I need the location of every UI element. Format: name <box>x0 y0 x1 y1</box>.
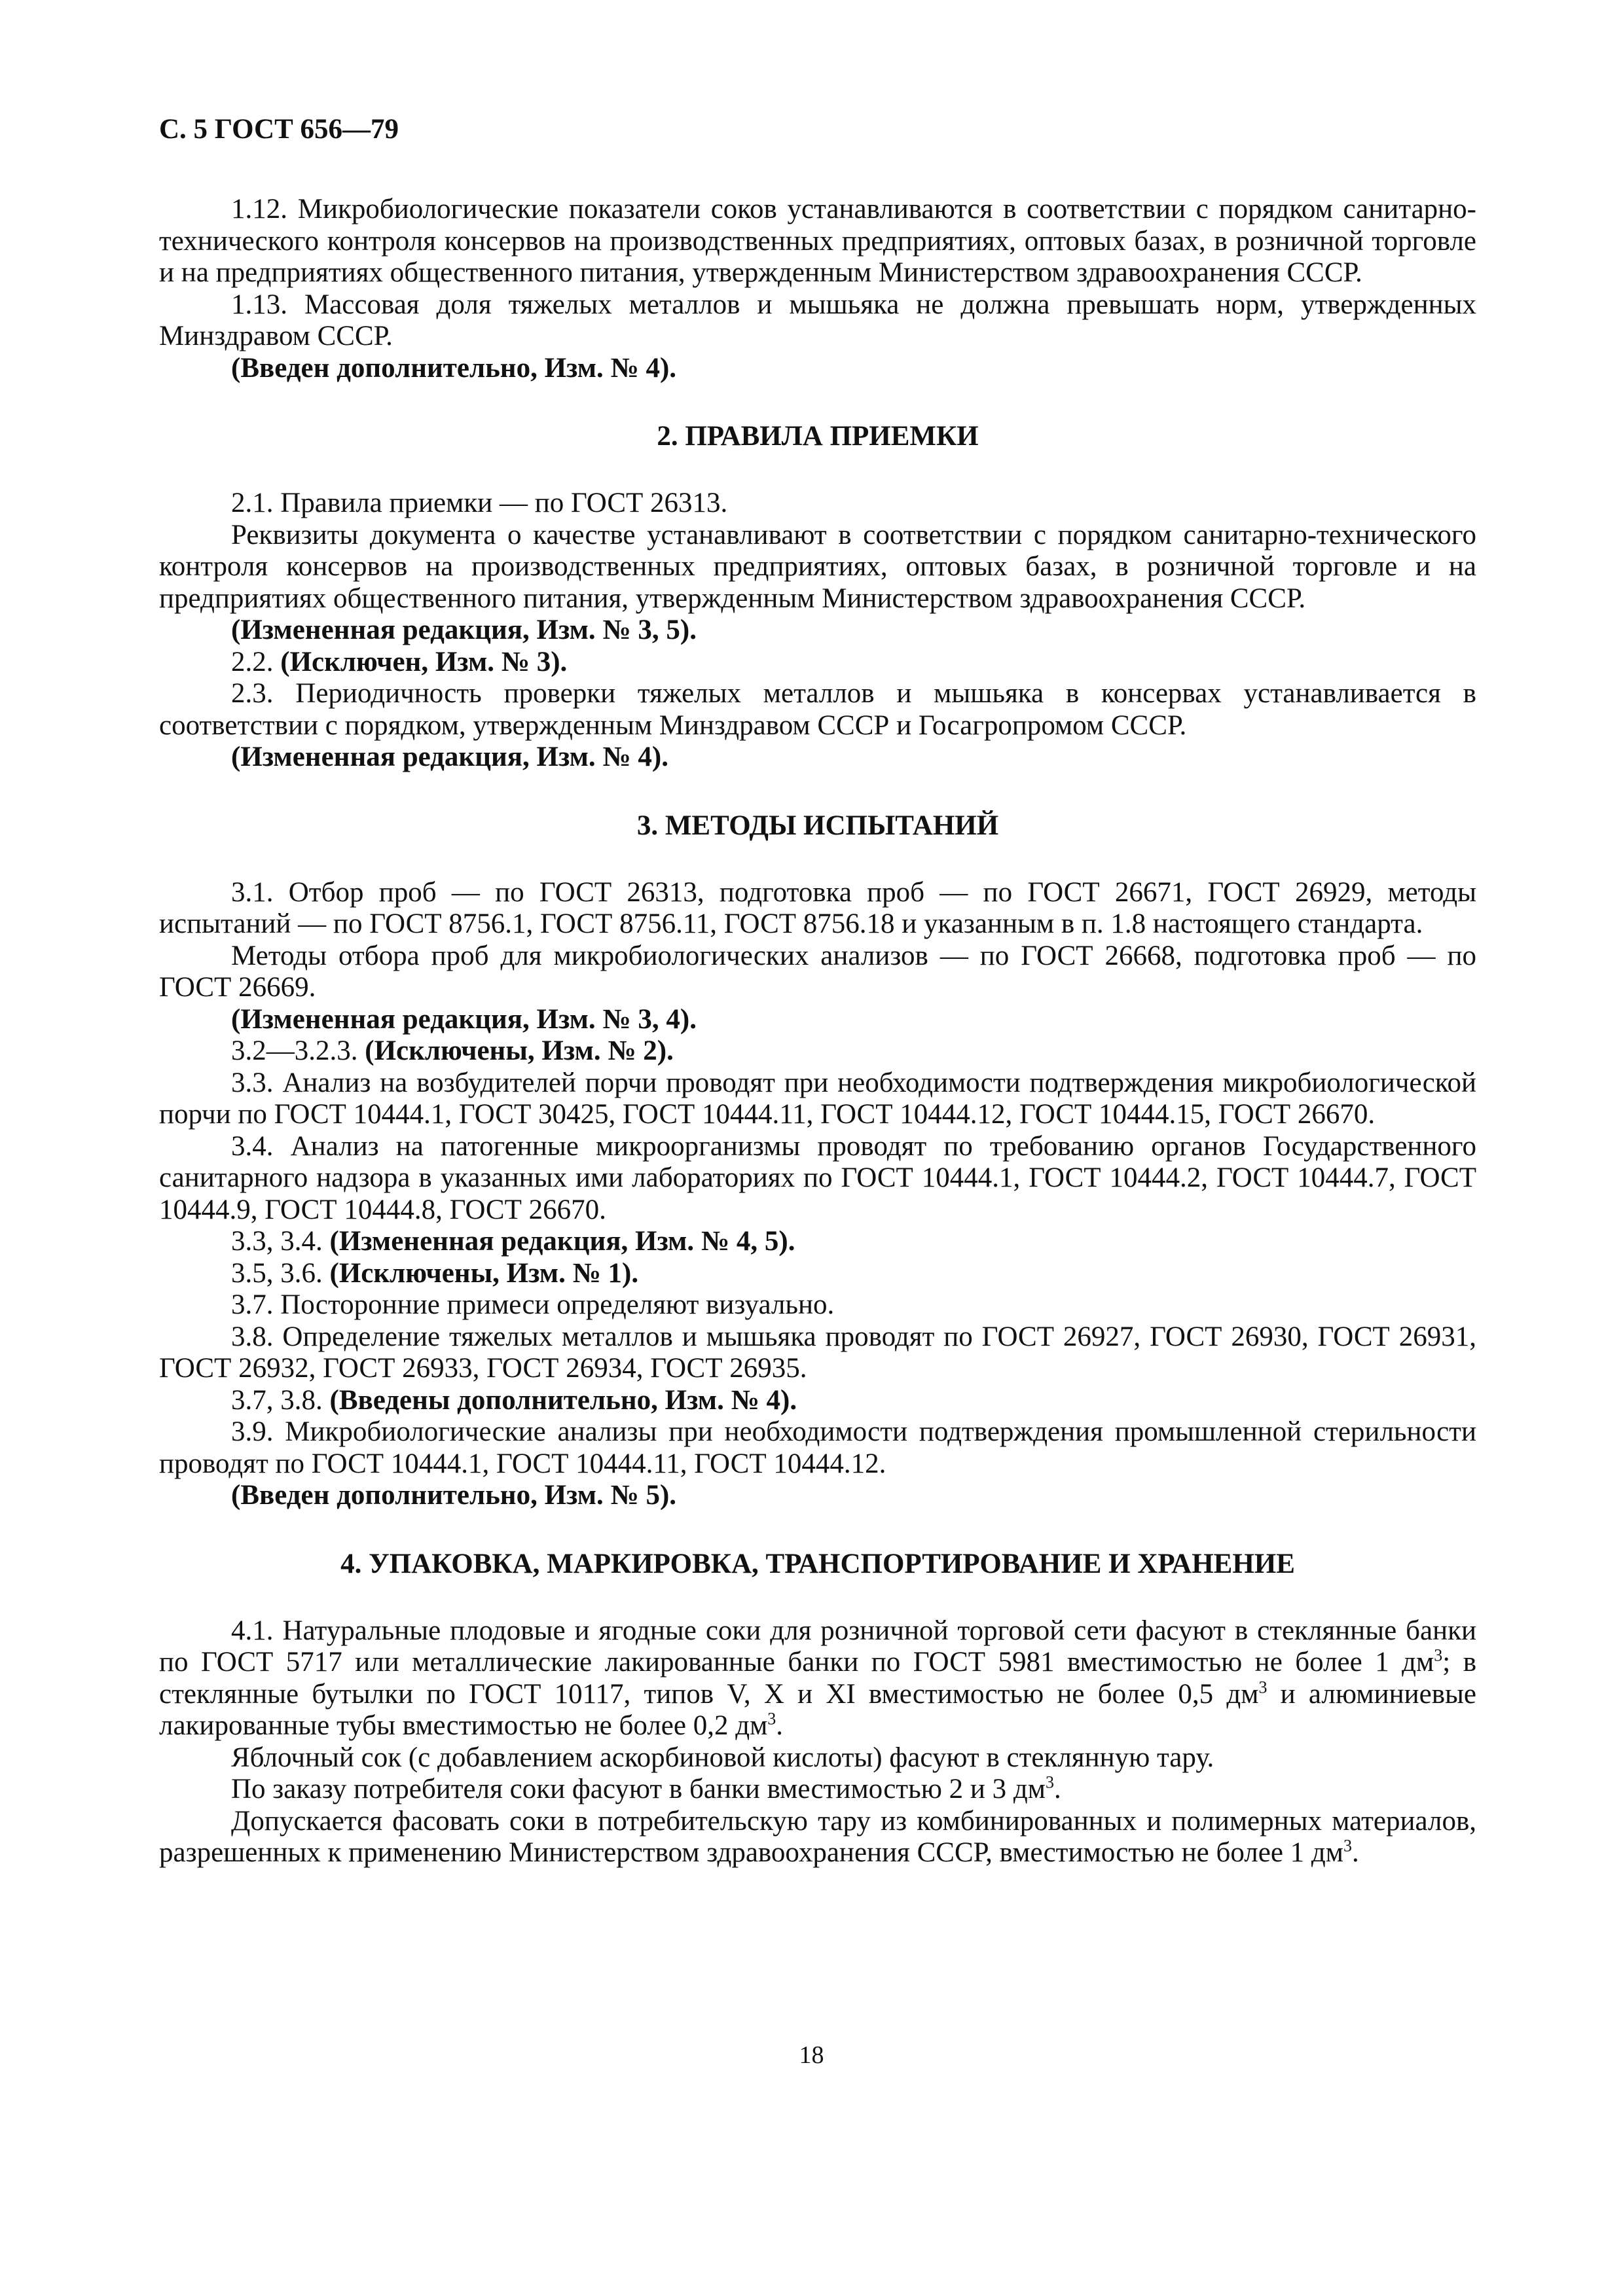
amendment-note: (Измененная редакция, Изм. № 4, 5). <box>329 1226 795 1257</box>
paragraph-1-13: 1.13. Массовая доля тяжелых металлов и мышьяка не должна превышать норм, утвержденных Минздравом СССР. <box>159 289 1476 351</box>
paragraph-4-1-packaging <box>159 1806 1476 1869</box>
clause-number: 3.7, 3.8. <box>231 1384 323 1416</box>
superscript: 3 <box>1258 1677 1267 1697</box>
paragraph-1-12: 1.12. Микробиологические показатели соков устанавливаются в соответствии с порядком санитарно-технического контроля консервов на производственных предприятиях, оптовых базах, в розничной торговле и на предприятиях общественного питания, утвержденным Министерством здравоохранения СССР. <box>159 194 1476 288</box>
paragraph-2-3: 2.3. Периодичность проверки тяжелых металлов и мышьяка в консервах устанавливается в соответствии с порядком, утвержденным Минздравом СССР и Госагропромом СССР. <box>159 678 1476 741</box>
superscript: 3 <box>767 1709 776 1729</box>
paragraph-3-2 <box>159 1035 1476 1067</box>
paragraph-3-3-3-4-note <box>159 1226 1476 1258</box>
paragraph-3-7: 3.7. Посторонние примеси определяют визуально. <box>231 1289 835 1320</box>
paragraph-4-1-customer-order <box>159 1774 1476 1806</box>
paragraph-3-8: 3.8. Определение тяжелых металлов и мышьяка проводят по ГОСТ 26927, ГОСТ 26930, ГОСТ 26931, ГОСТ 26932, ГОСТ 26933, ГОСТ 26934, ГОСТ 26935. <box>159 1321 1476 1384</box>
amendment-note: (Исключены, Изм. № 1). <box>329 1257 639 1289</box>
text-run: 4.1. Натуральные плодовые и ягодные соки для розничной торговой сети фасуют в стеклянные банки по ГОСТ 5717 или металлические лакированные банки по ГОСТ 5981 вместимостью не более 1 дм <box>159 1615 1476 1677</box>
paragraph-2-1-requisites: Реквизиты документа о качестве устанавливают в соответствии с порядком санитарно-технического контроля консервов на производственных предприятиях, оптовых базах, в розничной торговле и на предприятиях общественного питания, утвержденным Министерством здравоохранения СССР. <box>159 519 1476 614</box>
amendment-note: (Исключены, Изм. № 2). <box>365 1035 674 1066</box>
text-run: . <box>1352 1837 1359 1868</box>
paragraph-3-1-micro: Методы отбора проб для микробиологических анализов — по ГОСТ 26668, подготовка проб — по ГОСТ 26669. <box>159 940 1476 1003</box>
text-run: . <box>776 1710 784 1741</box>
paragraph-2-1: 2.1. Правила приемки — по ГОСТ 26313. <box>231 488 728 518</box>
amendment-note: (Исключен, Изм. № 3). <box>280 646 568 677</box>
amendment-note: (Введен дополнительно, Изм. № 4). <box>231 352 677 384</box>
section-4-title: 4. УПАКОВКА, МАРКИРОВКА, ТРАНСПОРТИРОВАНИЕ И ХРАНЕНИЕ <box>340 1548 1295 1579</box>
paragraph-4-1 <box>159 1615 1476 1742</box>
superscript: 3 <box>1343 1836 1353 1856</box>
amendment-note: (Измененная редакция, Изм. № 3, 5). <box>231 615 697 645</box>
paragraph-3-7-3-8-note <box>159 1385 1476 1417</box>
clause-number: 3.3, 3.4. <box>231 1226 323 1257</box>
text-run: По заказу потребителя соки фасуют в банки вместимостью 2 и 3 дм <box>231 1774 1046 1804</box>
amendment-note: (Измененная редакция, Изм. № 3, 4). <box>231 1003 697 1035</box>
clause-number: 2.2. <box>231 646 274 677</box>
paragraph-2-2 <box>159 647 1476 679</box>
amendment-note: (Введены дополнительно, Изм. № 4). <box>329 1384 797 1416</box>
document-page <box>159 111 1476 1869</box>
section-2-title: 2. ПРАВИЛА ПРИЕМКИ <box>657 421 979 452</box>
clause-number: 3.2—3.2.3. <box>231 1035 358 1066</box>
page-number: 18 <box>799 2041 824 2069</box>
section-3-title: 3. МЕТОДЫ ИСПЫТАНИЙ <box>636 810 999 841</box>
clause-number: 3.5, 3.6. <box>231 1257 323 1289</box>
text-run: и алюминиевые лакированные тубы вместимостью не более 0,2 дм <box>159 1678 1476 1741</box>
amendment-note: (Измененная редакция, Изм. № 4). <box>231 742 668 772</box>
paragraph-3-3: 3.3. Анализ на возбудителей порчи проводят при необходимости подтверждения микробиологической порчи по ГОСТ 10444.1, ГОСТ 30425, ГОСТ 10444.11, ГОСТ 10444.12, ГОСТ 10444.15, ГОСТ 26670. <box>159 1067 1476 1130</box>
paragraph-3-4: 3.4. Анализ на патогенные микроорганизмы проводят по требованию органов Государственного санитарного надзора в указанных ими лабораториях по ГОСТ 10444.1, ГОСТ 10444.2, ГОСТ 10444.7, ГОСТ 10444.9, ГОСТ 10444.8, ГОСТ 26670. <box>159 1130 1476 1225</box>
paragraph-4-1-apple-juice: Яблочный сок (с добавлением аскорбиновой кислоты) фасуют в стеклянную тару. <box>231 1742 1214 1773</box>
text-run: . <box>1053 1774 1061 1804</box>
amendment-note: (Введен дополнительно, Изм. № 5). <box>231 1480 677 1511</box>
running-header: С. 5 ГОСТ 656—79 <box>159 114 399 145</box>
paragraph-3-5-3-6 <box>159 1258 1476 1290</box>
paragraph-3-1: 3.1. Отбор проб — по ГОСТ 26313, подготовка проб — по ГОСТ 26671, ГОСТ 26929, методы испытаний — по ГОСТ 8756.1, ГОСТ 8756.11, ГОСТ 8756.18 и указанным в п. 1.8 настоящего стандарта. <box>159 876 1476 939</box>
text-run: ; в стеклянные бутылки по ГОСТ 10117, типов V, X и XI вместимостью не более 0,5 дм <box>159 1647 1476 1710</box>
text-run: Допускается фасовать соки в потребительскую тару из комбинированных и полимерных материалов, разрешенных к применению Министерством здравоохранения СССР, вместимостью не более 1 дм <box>159 1805 1476 1868</box>
paragraph-3-9: 3.9. Микробиологические анализы при необходимости подтверждения промышленной стерильности проводят по ГОСТ 10444.1, ГОСТ 10444.11, ГОСТ 10444.12. <box>159 1416 1476 1479</box>
superscript: 3 <box>1434 1645 1443 1665</box>
superscript: 3 <box>1045 1772 1054 1792</box>
